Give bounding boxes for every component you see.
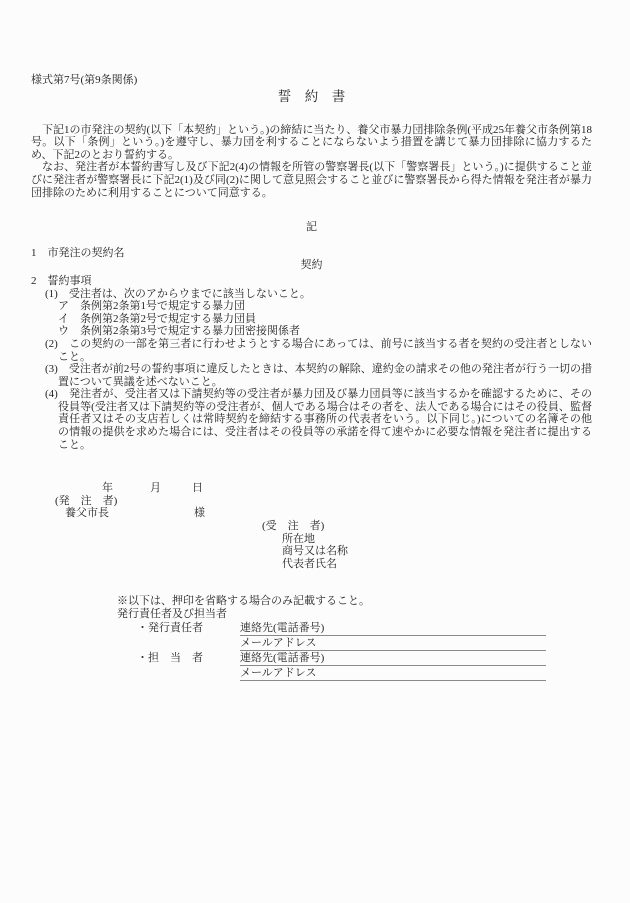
document-title: 誓 約 書 <box>277 88 346 104</box>
staff-phone-field: 連絡先(電話番号) <box>240 651 546 666</box>
section-2-heading: 2 誓約事項 <box>31 274 92 287</box>
pledge-item-1: (1) 受注者は、次のアからウまでに該当しないこと。 <box>45 287 311 300</box>
contact-section-heading: 発行責任者及び担当者 <box>117 608 227 620</box>
preamble-paragraph-2: なお、発注者が本誓約書写し及び下記2(4)の情報を所管の警察署長(以下「警察署長」という。)に提供すること並びに発注者が警察署長に下記2(1)及び同(2)に関して意見照会すること並びに警察署長から得た情報を発注者が暴力団排除のために利用することについて同意する。 <box>31 161 592 199</box>
pledge-item-1-sub-a: ア 条例第2条第1号で規定する暴力団 <box>58 300 245 313</box>
issuer-fields <box>240 621 546 651</box>
pledge-item-1-sub-i: イ 条例第2条第2号で規定する暴力団員 <box>58 312 256 325</box>
staff-email-field: メールアドレス <box>240 666 546 681</box>
ki-marker: 記 <box>306 221 317 234</box>
pledge-item-1-sub-u: ウ 条例第2条第3号で規定する暴力団密接関係者 <box>58 325 300 338</box>
date-year-label: 年 <box>102 482 113 495</box>
issuer-email-field: メールアドレス <box>240 636 546 651</box>
contractor-label: (受 注 者) <box>262 520 325 533</box>
seal-omission-note: ※以下は、押印を省略する場合のみ記載すること。 <box>117 595 370 608</box>
orderer-line <box>65 507 592 520</box>
orderer-label: (発 注 者) <box>55 494 118 507</box>
pledge-item-3: (3) 受注者が前2号の誓約事項に違反したときは、本契約の解除、違約金の請求その他の発注者が行う一切の措置について異議を述べないこと。 <box>45 363 592 388</box>
preamble-paragraph-1: 下記1の市発注の契約(以下「本契約」という。)の締結に当たり、養父市暴力団排除条例(平成25年養父市条例第18号。以下「条例」という。)を遵守し、暴力団を利することにならないよう措置を講じて暴力団排除に協力するため、下記2のとおり誓約する。 <box>31 123 592 161</box>
issuer-phone-field: 連絡先(電話番号) <box>240 621 546 636</box>
form-number: 様式第7号(第9条関係) <box>31 74 138 86</box>
issuer-contact-row <box>137 621 592 651</box>
pledge-item-4: (4) 発注者が、受注者又は下請契約等の受注者が暴力団及び暴力団員等に該当するかを確認するために、その役員等(受注者又は下請契約等の受注者が、個人である場合はその者を、法人である場合にはその役員、監督責任者又はその支店若しくは常時契約を締結する事務所の代表者をいう。以下同じ。)についての名簿その他の情報の提供を求めた場合には、受注者はその役員等の承諾を得て速やかに必要な情報を発注者に提出すること。 <box>45 388 592 451</box>
staff-contact-row <box>137 651 592 681</box>
contractor-field-company-name: 商号又は名称 <box>282 545 348 558</box>
staff-role-label: ・担 当 者 <box>137 651 203 664</box>
contract-name-value: 契約 <box>300 259 323 272</box>
contractor-field-representative: 代表者氏名 <box>282 557 337 570</box>
contractor-field-address: 所在地 <box>282 532 315 545</box>
section-1-heading: 1 市発注の契約名 <box>31 246 125 259</box>
date-day-label: 日 <box>192 482 203 495</box>
issuer-role-label: ・発行責任者 <box>137 621 203 634</box>
contact-rows <box>137 621 592 681</box>
orderer-name: 養父市長 <box>65 507 109 520</box>
date-month-label: 月 <box>150 482 161 495</box>
date-line <box>102 482 592 495</box>
staff-fields <box>240 651 546 681</box>
pledge-item-2: (2) この契約の一部を第三者に行わせようとする場合にあっては、前号に該当する者を契約の受注者としないこと。 <box>45 337 592 363</box>
orderer-honorific: 様 <box>194 507 205 520</box>
